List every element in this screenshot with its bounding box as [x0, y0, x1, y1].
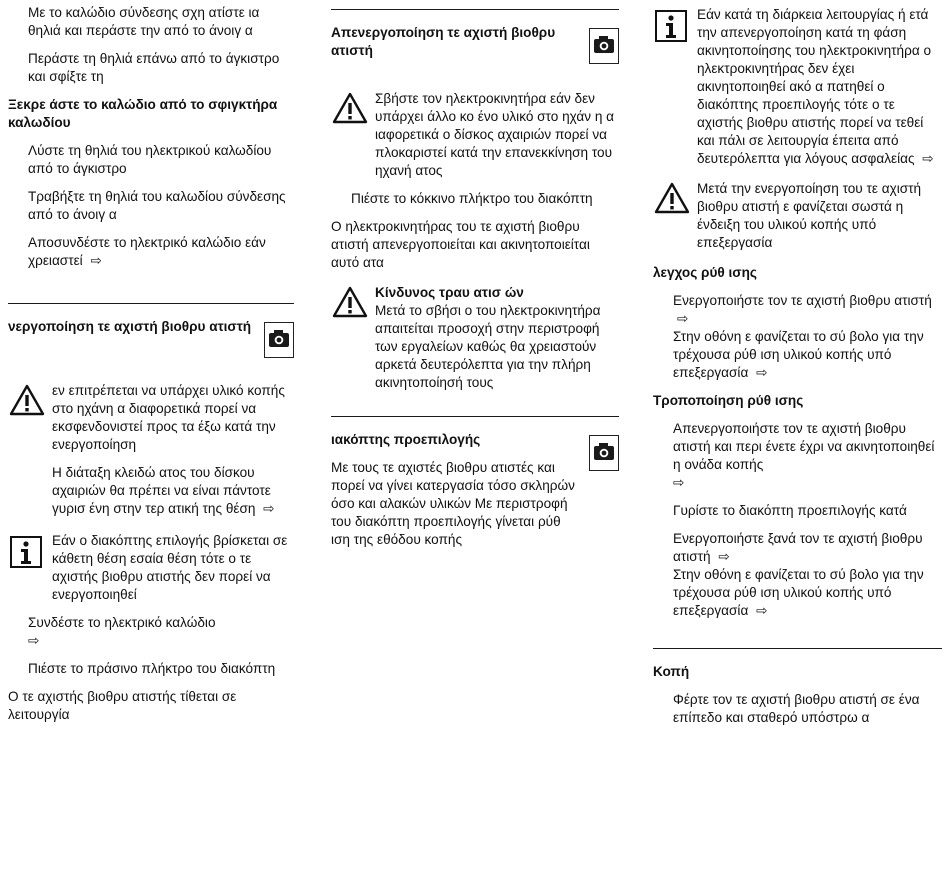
paragraph	[8, 234, 294, 270]
section-header	[331, 10, 619, 74]
section-header	[8, 304, 294, 368]
section-heading: Ξεκρε άστε το καλώδιο από το σφιγκτήρα καλωδίου	[8, 97, 278, 130]
paragraph-text: Η διάταξη κλειδώ ατος του δίσκου αχαιριών θα πρέπει να είναι πάντοτε γυρισ ένη στην τερ ατική της θέση	[52, 465, 271, 516]
arrow-right-icon: ⇨	[263, 501, 275, 516]
column-right	[653, 0, 942, 727]
paragraph	[653, 292, 942, 382]
paragraph	[653, 530, 942, 620]
warning-note	[331, 90, 619, 180]
warning-icon	[332, 92, 368, 124]
column-middle	[331, 0, 619, 549]
paragraph: Ο ηλεκτροκινητήρας του τε αχιστή βιοθρυ ατιστή απενεργοποιείται και ακινητοποιείται αυτό ατα	[331, 219, 590, 270]
arrow-right-icon: ⇨	[673, 475, 685, 490]
info-text	[697, 6, 942, 168]
warning-icon	[654, 182, 690, 214]
paragraph: Πιέστε το κόκκινο πλήκτρο του διακόπτη	[351, 191, 593, 206]
info-note	[8, 532, 294, 604]
arrow-right-icon: ⇨	[90, 253, 102, 268]
warning-text: Μετά το σβήσι ο του ηλεκτροκινητήρα απαιτείται προσοχή στην περιστροφή των εργαλείων καθώς θα χρειαστούν αρκετά δευτερόλεπτα για την πλήρη ακινητοποίησή τους	[375, 303, 601, 390]
paragraph: Λύστε τη θηλιά του ηλεκτρικού καλωδίου από το άγκιστρο	[28, 143, 272, 176]
info-icon	[655, 10, 687, 42]
paragraph-text: Απενεργοποιήστε τον τε αχιστή βιοθρυ ατιστή και περι ένετε έχρι να ακινητοποιηθεί η ονάδα κοπής	[673, 421, 935, 472]
paragraph-text: Στην οθόνη ε φανίζεται το σύ βολο για την τρέχουσα ρύθ ιση υλικού κοπής υπό επεξεργασία	[673, 567, 924, 618]
paragraph: Ο τε αχιστής βιοθρυ ατιστής τίθεται σε λειτουργία	[8, 689, 237, 722]
warning-note	[8, 382, 294, 454]
section-heading: Τροποποίηση ρύθ ισης	[653, 393, 804, 408]
warning-text: εν επιτρέπεται να υπάρχει υλικό κοπής στο ηχάνη α διαφορετικά πορεί να εκσφενδονιστεί προς τα έξω κατά την ενεργοποίηση	[52, 383, 285, 452]
warning-text: Σβήστε τον ηλεκτροκινητήρα εάν δεν υπάρχει άλλο κο ένο υλικό στο ηχάν η α ιαφορετικά ο δίσκος αχαιριών πορεί να πλοκαριστεί κατά την επανεκκίνηση του ηχανή ατος	[375, 91, 615, 178]
paragraph-text: Ενεργοποιήστε τον τε αχιστή βιοθρυ ατιστή	[673, 293, 932, 308]
section-divider	[653, 648, 942, 649]
paragraph-text: Στην οθόνη ε φανίζεται το σύ βολο για την τρέχουσα ρύθ ιση υλικού κοπής υπό επεξεργασία	[673, 329, 924, 380]
warning-note	[331, 284, 619, 392]
paragraph: Με το καλώδιο σύνδεσης σχη ατίστε ια θηλιά και περάστε την από το άνοιγ α	[28, 5, 260, 38]
paragraph	[653, 420, 942, 492]
camera-icon	[264, 322, 294, 358]
arrow-right-icon: ⇨	[28, 633, 40, 648]
arrow-right-icon: ⇨	[756, 365, 768, 380]
info-icon	[10, 536, 42, 568]
paragraph: Με τους τε αχιστές βιοθρυ ατιστές και πορεί να γίνει κατεργασία τόσο σκληρών όσο και αλακών υλικών Με περιστροφή του διακόπτη προεπιλογής γίνεται ρύθ ιση της εθόδου κοπής	[331, 460, 575, 547]
paragraph: Τραβήξτε τη θηλιά του καλωδίου σύνδεσης από το άνοιγ α	[28, 189, 286, 222]
info-note	[653, 6, 942, 168]
paragraph	[8, 464, 294, 518]
section-heading: Κοπή	[653, 664, 690, 679]
camera-icon	[589, 28, 619, 64]
paragraph-text: Ενεργοποιήστε ξανά τον τε αχιστή βιοθρυ ατιστή	[673, 531, 923, 564]
column-left	[8, 0, 294, 724]
paragraph: Πιέστε το πράσινο πλήκτρο του διακόπτη	[28, 661, 276, 676]
info-text: Εάν ο διακόπτης επιλογής βρίσκεται σε κάθετη θέση εσαία θέση τότε ο τε αχιστής βιοθρυ ατιστής δεν πορεί να ενεργοποιηθεί	[52, 533, 288, 602]
paragraph: Φέρτε τον τε αχιστή βιοθρυ ατιστή σε ένα επίπεδο και σταθερό υπόστρω α	[673, 692, 920, 725]
warning-text: Μετά την ενεργοποίηση του τε αχιστή βιοθρυ ατιστή ε φανίζεται σωστά η ένδειξη του υλικού κοπής υπό επεξεργασία	[697, 181, 922, 250]
section-heading: ιακόπτης προεπιλογής	[331, 432, 481, 447]
section-heading: Απενεργοποίηση τε αχιστή βιοθρυ ατιστή	[331, 25, 556, 58]
section-heading: λεγχος ρύθ ισης	[653, 265, 757, 280]
warning-note	[653, 180, 942, 252]
section-heading: νεργοποίηση τε αχιστή βιοθρυ ατιστή	[8, 319, 252, 334]
camera-icon	[589, 435, 619, 471]
arrow-right-icon: ⇨	[677, 311, 689, 326]
arrow-right-icon: ⇨	[922, 151, 934, 166]
paragraph: Περάστε τη θηλιά επάνω από το άγκιστρο και σφίξτε τη	[28, 51, 280, 84]
warning-icon	[332, 286, 368, 318]
paragraph: Γυρίστε το διακόπτη προεπιλογής κατά	[673, 503, 907, 518]
warning-icon	[9, 384, 45, 416]
arrow-right-icon: ⇨	[756, 603, 768, 618]
info-text-body: Εάν κατά τη διάρκεια λειτουργίας ή ετά την απενεργοποίηση κατά τη φάση ακινητοποίησης του ηλεκτροκινητήρα ο ηλεκτροκινητήρας δεν έχει ακινητοποιηθεί ακό α πατηθεί ο διακόπτης προεπιλογής τότε ο τε αχιστής βιοθρυ ατιστής πορεί να τεθεί και πάλι σε λειτουργία έπειτα από δευτερόλεπτα για λόγους ασφαλείας	[697, 7, 932, 166]
arrow-right-icon: ⇨	[718, 549, 730, 564]
warning-title: Κίνδυνος τραυ ατισ ών	[375, 285, 524, 300]
section-header	[331, 417, 619, 449]
paragraph	[8, 614, 294, 650]
paragraph-text: Αποσυνδέστε το ηλεκτρικό καλώδιο εάν χρειαστεί	[28, 235, 266, 268]
paragraph-text: Συνδέστε το ηλεκτρικό καλώδιο	[28, 615, 216, 630]
